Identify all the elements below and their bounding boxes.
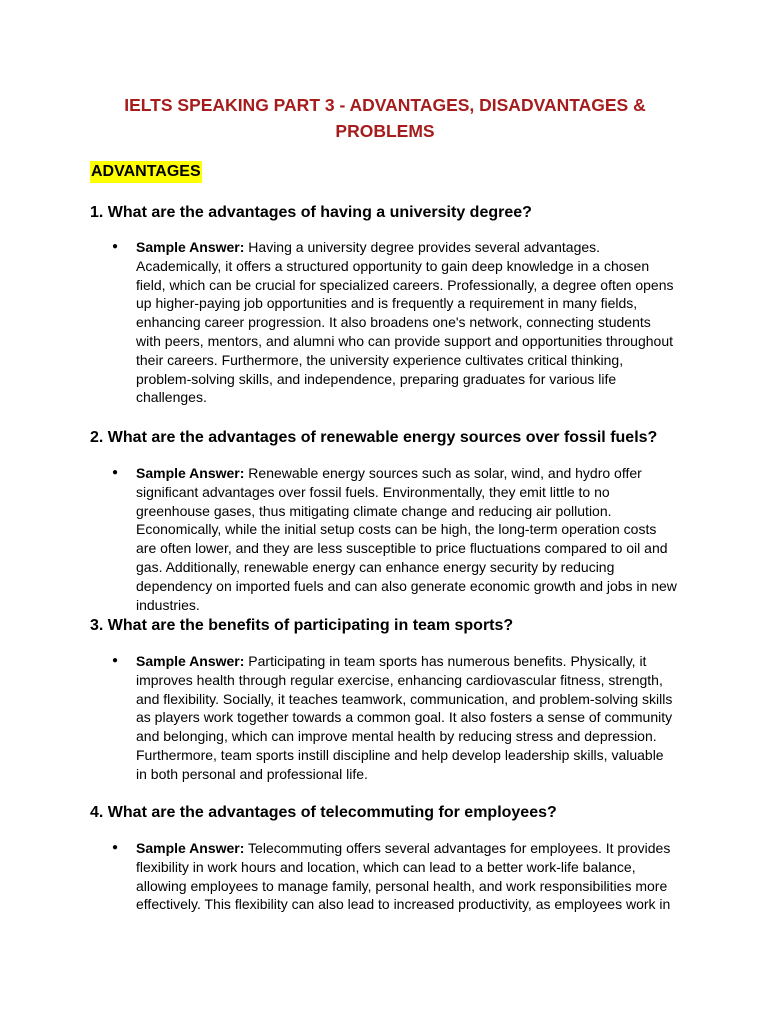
- question-1: 1. What are the advantages of having a university degree?: [90, 204, 532, 221]
- answer-label: Sample Answer:: [136, 653, 245, 669]
- document-title: IELTS SPEAKING PART 3 - ADVANTAGES, DISADVANTAGES & PROBLEMS: [124, 95, 646, 141]
- bullet-icon: ●: [112, 842, 119, 853]
- question-2: 2. What are the advantages of renewable energy sources over fossil fuels?: [90, 429, 658, 446]
- answer-label: Sample Answer:: [136, 840, 245, 856]
- answer-text: Participating in team sports has numerous benefits. Physically, it improves health through regular exercise, enhancing cardiovascular fitness, strength, and flexibility. Socially, it teaches teamwork, communication, and problem-solving skills as players work together towards a common goal. It also fosters a sense of community and belonging, which can improve mental health by reducing stress and depression. Furthermore, team sports instill discipline and help develop leadership skills, valuable in both personal and professional life.: [136, 653, 673, 782]
- section-heading-advantages: ADVANTAGES: [90, 161, 202, 183]
- answer-text: Having a university degree provides several advantages. Academically, it offers a structured opportunity to gain deep knowledge in a chosen field, which can be crucial for specialized careers. Professionally, a degree often opens up higher-paying job opportunities and is frequently a requirement in many fields, enhancing career progression. It also broadens one's network, connecting students with peers, mentors, and alumni who can provide support and opportunities throughout their careers. Furthermore, the university experience cultivates critical thinking, problem-solving skills, and independence, preparing graduates for various life challenges.: [136, 239, 674, 406]
- question-4: 4. What are the advantages of telecommuting for employees?: [90, 804, 557, 821]
- answer-1: [112, 238, 678, 407]
- answer-text: Renewable energy sources such as solar, wind, and hydro offer significant advantages over fossil fuels. Environmentally, they emit little to no greenhouse gases, thus mitigating climate change and reducing air pollution. Economically, while the initial setup costs can be high, the long-term operation costs are often lower, and they are less susceptible to price fluctuations compared to oil and gas. Additionally, renewable energy can enhance energy security by reducing dependency on imported fuels and can also generate economic growth and jobs in new industries.: [136, 465, 677, 613]
- answer-3: [112, 652, 678, 784]
- bullet-icon: ●: [112, 241, 119, 252]
- answer-label: Sample Answer:: [136, 239, 245, 255]
- question-3: 3. What are the benefits of participating in team sports?: [90, 617, 514, 634]
- answer-text: Telecommuting offers several advantages for employees. It provides flexibility in work hours and location, which can lead to a better work-life balance, allowing employees to manage family, personal health, and work responsibilities more effectively. This flexibility can also lead to increased productivity, as employees work in: [136, 840, 671, 913]
- answer-4: [112, 839, 678, 914]
- answer-2: [112, 464, 678, 614]
- answer-label: Sample Answer:: [136, 465, 245, 481]
- bullet-icon: ●: [112, 655, 119, 666]
- bullet-icon: ●: [112, 467, 119, 478]
